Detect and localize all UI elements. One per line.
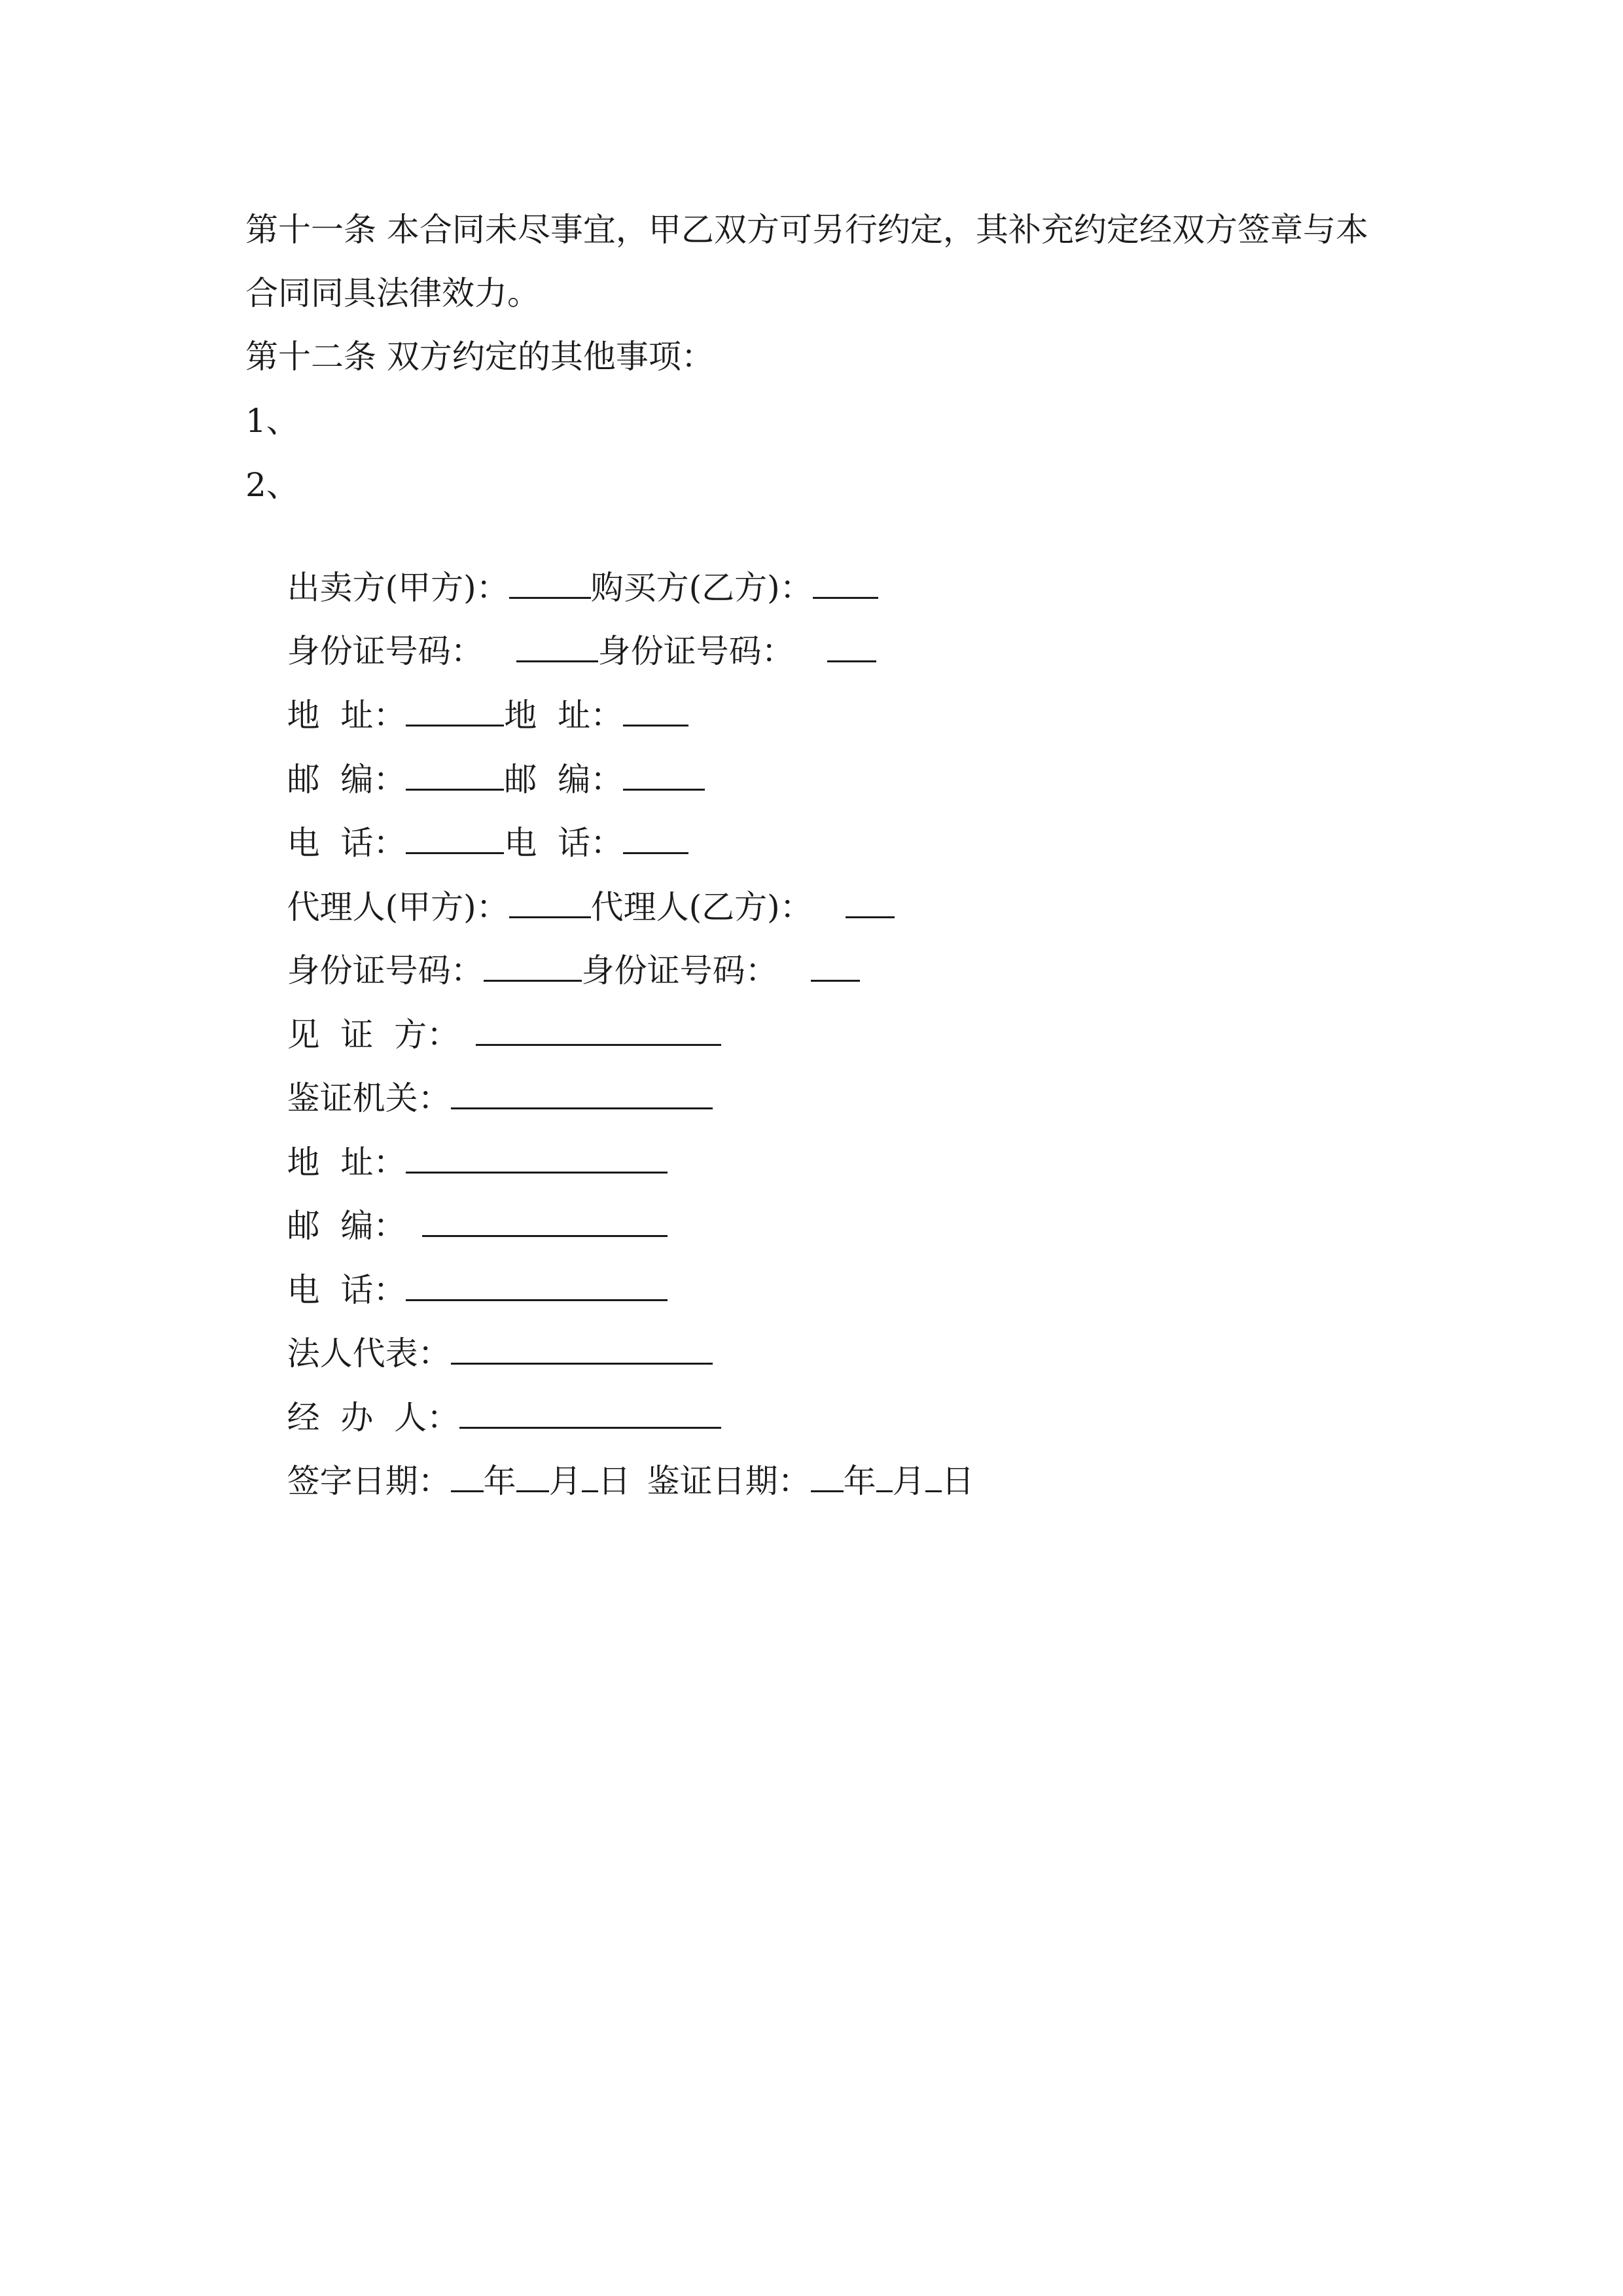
legal-rep-label: 法人代表： xyxy=(287,1335,451,1372)
buyer-address-label: 地 址： xyxy=(504,696,624,734)
authority-label: 鉴证机关： xyxy=(287,1079,451,1117)
verify-year-blank[interactable] xyxy=(811,1462,844,1492)
verify-day-unit: 日 xyxy=(941,1462,974,1500)
handler-label: 经 办 人： xyxy=(287,1399,460,1437)
authority-postcode-label: 邮 编： xyxy=(287,1207,406,1245)
authority-address-label: 地 址： xyxy=(287,1143,406,1181)
buyer-id-label: 身份证号码： xyxy=(597,632,794,670)
sign-year-blank[interactable] xyxy=(451,1462,484,1492)
date-row xyxy=(245,1422,974,1500)
sign-year-unit: 年 xyxy=(483,1462,516,1500)
verify-date-label: 鉴证日期： xyxy=(647,1462,811,1500)
article-12-heading: 第十二条 双方约定的其他事项： xyxy=(245,338,714,376)
buyer-postcode-label: 邮 编： xyxy=(504,761,624,798)
authority-row xyxy=(245,1039,713,1117)
witness-row xyxy=(245,976,721,1054)
legal-rep-row xyxy=(245,1295,713,1372)
seller-address-label: 地 址： xyxy=(287,696,406,734)
agent-id-row xyxy=(245,912,860,990)
article-11-line-1: 第十一条 本合同未尽事宜，甲乙双方可另行约定，其补充约定经双方签章与本 xyxy=(245,211,1368,249)
authority-phone-row xyxy=(245,1231,668,1309)
buyer-phone-label: 电 话： xyxy=(504,824,624,862)
article-12-item-2: 2、 xyxy=(245,466,299,504)
verify-month-blank[interactable] xyxy=(876,1462,893,1492)
seller-id-label: 身份证号码： xyxy=(287,632,484,670)
agent-b-id-blank[interactable] xyxy=(811,951,860,982)
postcode-row xyxy=(245,721,705,798)
verify-month-unit: 月 xyxy=(892,1462,925,1500)
agent-b-label: 代理人(乙方)： xyxy=(590,888,813,926)
agent-b-id-label: 身份证号码： xyxy=(581,952,778,990)
witness-label: 见 证 方： xyxy=(287,1016,460,1054)
sign-day-blank[interactable] xyxy=(582,1462,598,1492)
article-12-item-1: 1、 xyxy=(245,402,299,440)
address-row xyxy=(245,656,688,734)
verify-day-blank[interactable] xyxy=(925,1462,942,1492)
sign-month-blank[interactable] xyxy=(516,1462,549,1492)
phone-row xyxy=(245,784,688,862)
article-11-line-2: 合同同具法律效力。 xyxy=(245,274,540,312)
verify-year-unit: 年 xyxy=(843,1462,876,1500)
sign-date-label: 签字日期： xyxy=(287,1462,451,1500)
seller-label: 出卖方(甲方)： xyxy=(287,569,509,607)
buyer-id-blank[interactable] xyxy=(827,632,876,662)
authority-postcode-row xyxy=(245,1167,668,1245)
sign-day-unit: 日 xyxy=(597,1462,631,1500)
agent-a-id-label: 身份证号码： xyxy=(287,952,484,990)
party-row xyxy=(245,529,878,607)
handler-row xyxy=(245,1359,721,1437)
authority-phone-label: 电 话： xyxy=(287,1271,406,1309)
id-row xyxy=(245,592,876,670)
sign-month-unit: 月 xyxy=(548,1462,582,1500)
authority-address-row xyxy=(245,1103,668,1181)
buyer-label: 购买方(乙方)： xyxy=(590,569,813,607)
agent-a-label: 代理人(甲方)： xyxy=(287,888,509,926)
seller-postcode-label: 邮 编： xyxy=(287,761,406,798)
agent-row xyxy=(245,848,895,926)
seller-phone-label: 电 话： xyxy=(287,824,406,862)
